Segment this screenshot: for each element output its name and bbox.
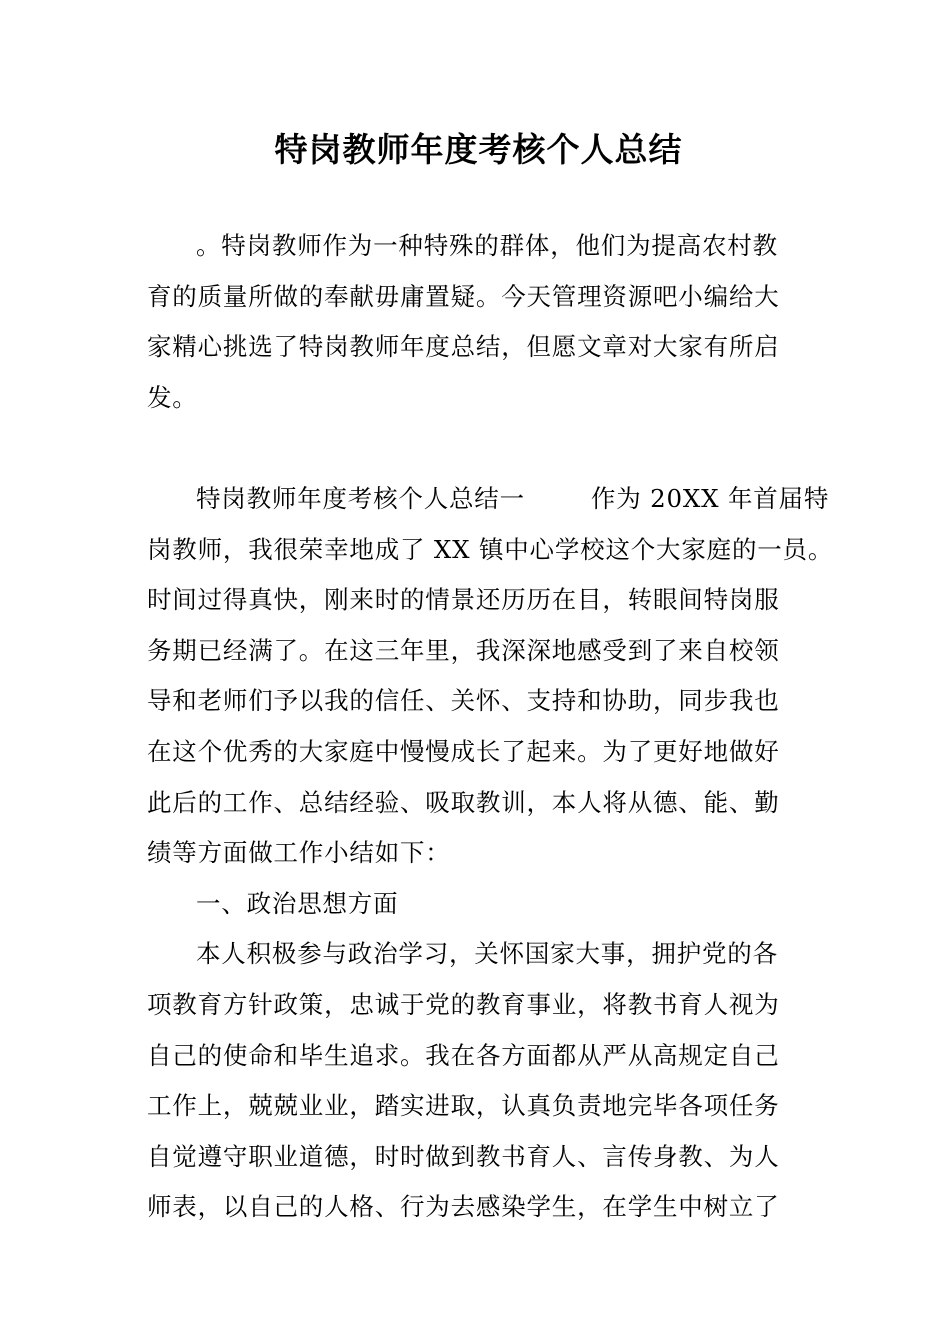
body-line: 项教育方针政策，忠诚于党的教育事业，将教书育人视为	[147, 989, 780, 1019]
document-title: 特岗教师年度考核个人总结	[274, 130, 683, 169]
section-heading: 特岗教师年度考核个人总结一	[196, 483, 525, 513]
body-line: 自己的使命和毕生追求。我在各方面都从严从高规定自己	[147, 1040, 780, 1070]
body-line: 岗教师，我很荣幸地成了 XX 镇中心学校这个大家庭的一员。	[147, 534, 834, 564]
body-line: 绩等方面做工作小结如下：	[147, 838, 451, 868]
section-heading-line	[147, 474, 830, 525]
intro-line: 。特岗教师作为一种特殊的群体，他们为提高农村教	[196, 231, 778, 260]
body-line: 自觉遵守职业道德，时时做到教书育人、言传身教、为人	[147, 1141, 780, 1171]
intro-line: 育的质量所做的奉献毋庸置疑。今天管理资源吧小编给大	[147, 281, 780, 311]
document-body	[147, 221, 834, 1233]
body-line: 师表，以自己的人格、行为去感染学生，在学生中树立了	[147, 1192, 780, 1222]
paragraph-gap	[147, 423, 810, 474]
body-line: 此后的工作、总结经验、吸取教训，本人将从德、能、勤	[147, 787, 780, 817]
body-line: 导和老师们予以我的信任、关怀、支持和协助，同步我也	[147, 686, 780, 716]
body-line: 时间过得真快，刚来时的情景还历历在目，转眼间特岗服	[147, 585, 780, 615]
body-line: 务期已经满了。在这三年里，我深深地感受到了来自校领	[147, 635, 780, 665]
section-heading-continuation: 作为 20XX 年首届特	[590, 483, 830, 513]
intro-line: 发。	[147, 382, 198, 412]
body-line: 本人积极参与政治学习，关怀国家大事，拥护党的各	[196, 939, 778, 969]
body-line: 工作上，兢兢业业，踏实进取，认真负责地完毕各项任务	[147, 1091, 780, 1121]
body-line: 在这个优秀的大家庭中慢慢成长了起来。为了更好地做好	[147, 736, 780, 766]
subheading: 一、政治思想方面	[196, 888, 399, 918]
intro-line: 家精心挑选了特岗教师年度总结，但愿文章对大家有所启	[147, 332, 780, 362]
